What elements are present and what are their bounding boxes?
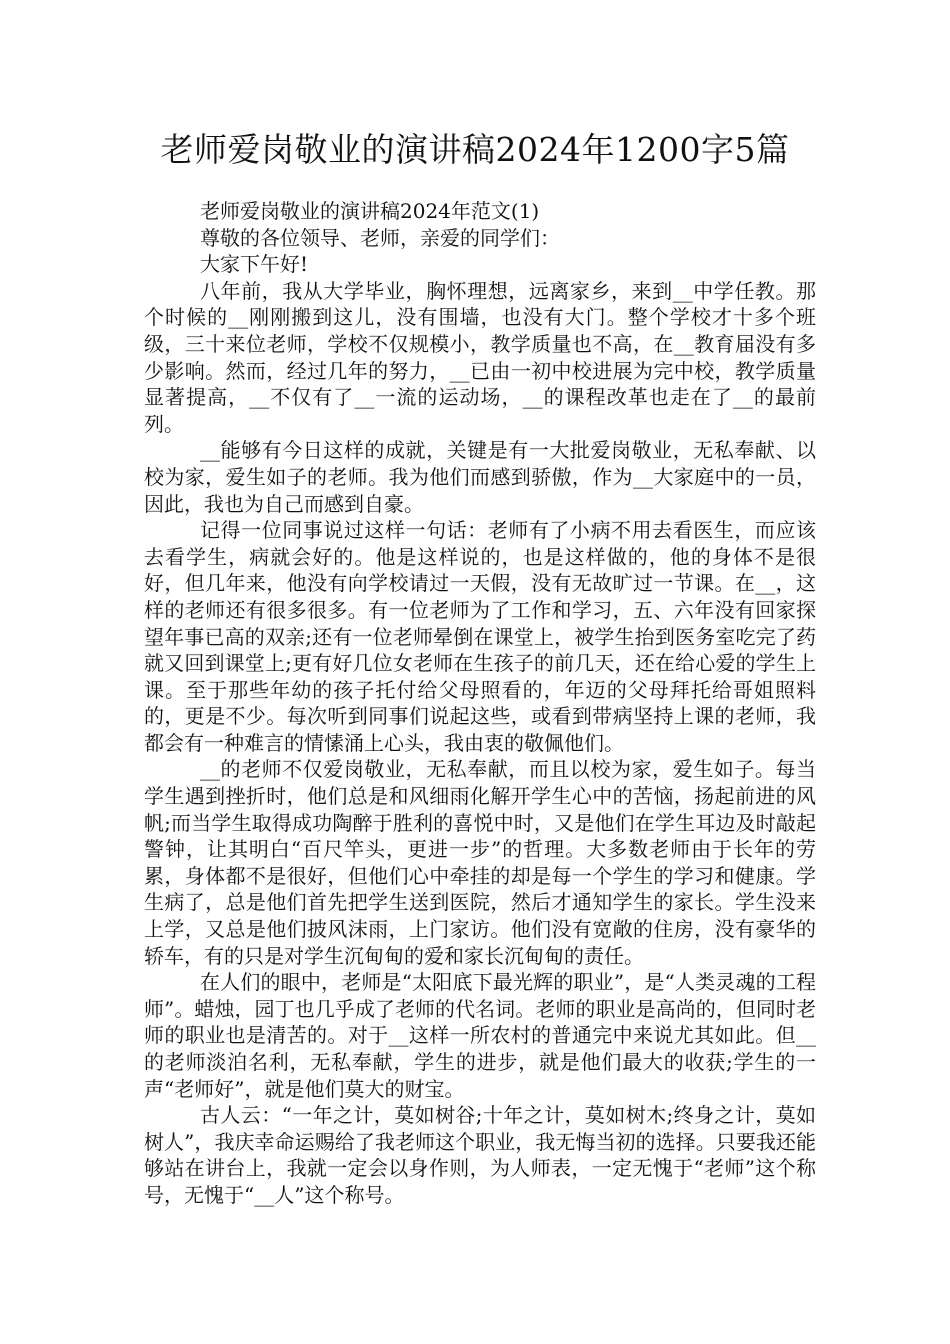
body-paragraph: 古人云：“一年之计，莫如树谷;十年之计，莫如树木;终身之计，莫如树人”，我庆幸命运赐给了我老师这个职业，我无悔当初的选择。只要我还能够站在讲台上，我就一定会以身作则，为人师表，一定无愧于“老师”这个称号，无愧于“__人”这个称号。 [144, 1103, 816, 1207]
salutation: 尊敬的各位领导、老师，亲爱的同学们： [200, 225, 560, 250]
document-body [144, 198, 816, 1209]
body-paragraph: 记得一位同事说过这样一句话：老师有了小病不用去看医生，而应该去看学生，病就会好的。他是这样说的，也是这样做的，他的身体不是很好，但几年来，他没有向学校请过一天假，没有无故旷过一节课。在__，这样的老师还有很多很多。有一位老师为了工作和学习，五、六年没有回家探望年事已高的双亲;还有一位老师晕倒在课堂上，被学生抬到医务室吃完了药就又回到课堂上;更有好几位女老师在生孩子的前几天，还在给心爱的学生上课。至于那些年幼的孩子托付给父母照看的，年迈的父母拜托给哥姐照料的，更是不少。每次听到同事们说起这些，或看到带病坚持上课的老师，我都会有一种难言的情愫涌上心头，我由衷的敬佩他们。 [144, 518, 816, 755]
body-paragraph: 八年前，我从大学毕业，胸怀理想，远离家乡，来到__中学任教。那个时候的__刚刚搬到这儿，没有围墙，也没有大门。整个学校才十多个班级，三十来位老师，学校不仅规模小，教学质量也不高，在__教育届没有多少影响。然而，经过几年的努力，__已由一初中校进展为完中校，教学质量显著提高，__不仅有了__一流的运动场，__的课程改革也走在了__的最前列。 [144, 278, 816, 436]
document-title: 老师爱岗敬业的演讲稿2024年1200字5篇 [160, 130, 790, 169]
body-paragraph: __的老师不仅爱岗敬业，无私奉献，而且以校为家，爱生如子。每当学生遇到挫折时，他们总是和风细雨化解开学生心中的苦恼，扬起前进的风帆;而当学生取得成功陶醉于胜利的喜悦中时，又是他们在学生耳边及时敲起警钟，让其明白“百尺竿头，更进一步”的哲理。大多数老师由于长年的劳累，身体都不是很好，但他们心中牵挂的却是每一个学生的学习和健康。学生病了，总是他们首先把学生送到医院，然后才通知学生的家长。学生没来上学，又总是他们披风沫雨，上门家访。他们没有宽敞的住房，没有豪华的轿车，有的只是对学生沉甸甸的爱和家长沉甸甸的责任。 [144, 757, 816, 968]
body-paragraph: __能够有今日这样的成就，关键是有一大批爱岗敬业，无私奉献、以校为家，爱生如子的老师。我为他们而感到骄傲，作为__大家庭中的一员，因此，我也为自己而感到自豪。 [144, 438, 816, 516]
body-paragraph: 在人们的眼中，老师是“太阳底下最光辉的职业”，是“人类灵魂的工程师”。蜡烛，园丁也几乎成了老师的代名词。老师的职业是高尚的，但同时老师的职业也是清苦的。对于__这样一所农村的普通完中来说尤其如此。但__的老师淡泊名利，无私奉献，学生的进步，就是他们最大的收获;学生的一声“老师好”，就是他们莫大的财宝。 [144, 970, 816, 1101]
greeting: 大家下午好! [200, 252, 309, 277]
section-heading: 老师爱岗敬业的演讲稿2024年范文(1) [200, 199, 540, 223]
